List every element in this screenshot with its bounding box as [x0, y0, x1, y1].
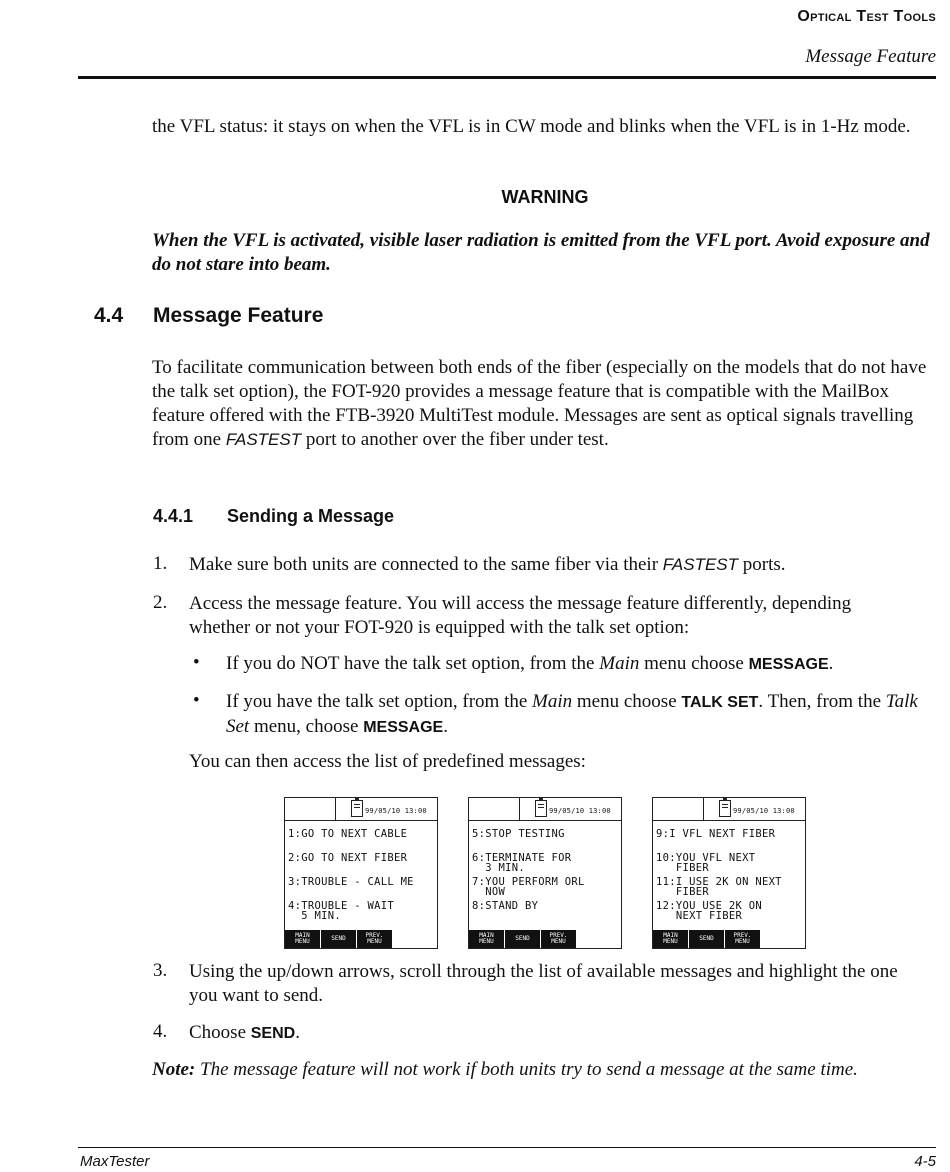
main-menu-softkey[interactable]: MAIN MENU [653, 930, 688, 948]
status-divider [703, 798, 704, 820]
header-rule [78, 76, 936, 79]
main-menu-softkey[interactable]: MAIN MENU [285, 930, 320, 948]
prev-menu-softkey[interactable]: PREV. MENU [357, 930, 392, 948]
main-menu-ref: Main [532, 691, 573, 712]
battery-icon [351, 800, 363, 817]
note [152, 1058, 912, 1082]
message-item[interactable]: 7:YOU PERFORM ORL NOW [472, 876, 585, 898]
footer-rule [78, 1147, 936, 1148]
battery-icon [535, 800, 547, 817]
predefined-intro: You can then access the list of predefined messages: [189, 751, 586, 772]
message-item[interactable]: 4:TROUBLE - WAIT 5 MIN. [288, 900, 394, 922]
device-screen-3 [652, 797, 806, 949]
step-4-b: . [295, 1022, 300, 1043]
footer-product: MaxTester [80, 1153, 150, 1170]
note-text: The message feature will not work if both units try to send a message at the same time. [195, 1059, 858, 1080]
fasttest-term: FASTEST [225, 430, 302, 449]
main-menu-ref: Main [599, 653, 640, 674]
running-header-section: Optical Test Tools [797, 8, 936, 25]
section-title: Message Feature [153, 304, 324, 327]
bullet-2-a: If you have the talk set option, from the [226, 691, 533, 712]
message-item[interactable]: 1:GO TO NEXT CABLE [288, 828, 408, 840]
message-item[interactable]: 11:I USE 2K ON NEXT FIBER [656, 876, 782, 898]
section-paragraph [152, 356, 942, 452]
step-1-text-a: Make sure both units are connected to the same fiber via their [189, 554, 663, 575]
message-item[interactable]: 10:YOU VFL NEXT FIBER [656, 852, 756, 874]
device-screen-1 [284, 797, 438, 949]
status-divider [335, 798, 336, 820]
screen-datetime: 99/05/10 13:00 [365, 807, 427, 815]
device-screen-2 [468, 797, 622, 949]
bullet-marker: • [193, 690, 200, 711]
section-paragraph-text-end: port to another over the fiber under test. [301, 429, 609, 450]
message-item[interactable]: 5:STOP TESTING [472, 828, 565, 840]
talk-set-keyword: TALK SET [681, 694, 759, 711]
step-4-text [189, 1021, 889, 1046]
bullet-1-a: If you do NOT have the talk set option, from the [226, 653, 600, 674]
softkey-bar [469, 930, 577, 948]
softkey-bar [285, 930, 393, 948]
battery-icon [719, 800, 731, 817]
bullet-marker: • [193, 652, 200, 673]
step-number: 3. [153, 960, 168, 981]
bullet-1-c: . [828, 653, 834, 674]
message-item[interactable]: 12:YOU USE 2K ON NEXT FIBER [656, 900, 762, 922]
step-2-text: Access the message feature. You will access the message feature differently, depending whether or not your FOT-920 is equipped with the talk set option: [189, 593, 852, 638]
screen-status-bar [653, 798, 805, 821]
bullet-2-text [226, 690, 926, 740]
message-item[interactable]: 9:I VFL NEXT FIBER [656, 828, 776, 840]
message-item[interactable]: 8:STAND BY [472, 900, 539, 912]
step-1-text-b: ports. [738, 554, 786, 575]
bullet-2-b: menu choose [572, 691, 682, 712]
send-softkey[interactable]: SEND [689, 930, 724, 948]
screen-datetime: 99/05/10 13:00 [549, 807, 611, 815]
warning-text: When the VFL is activated, visible laser radiation is emitted from the VFL port. Avoid exposure and do not stare into beam. [152, 230, 930, 275]
message-keyword: MESSAGE [363, 719, 444, 736]
page-number: 4-5 [914, 1153, 936, 1170]
send-softkey[interactable]: SEND [321, 930, 356, 948]
bullet-2-e: . [443, 716, 448, 737]
step-number: 1. [153, 553, 168, 574]
message-keyword: MESSAGE [748, 656, 829, 673]
section-number: 4.4 [94, 304, 124, 327]
softkey-bar [653, 930, 761, 948]
talk-set-menu-ref: Talk Set [226, 691, 918, 737]
screen-status-bar [285, 798, 437, 821]
send-keyword: SEND [250, 1025, 296, 1042]
bullet-2-d: menu, choose [249, 716, 364, 737]
bullet-2-c: . Then, from the [758, 691, 886, 712]
subsection-title: Sending a Message [227, 506, 395, 526]
status-divider [519, 798, 520, 820]
note-label: Note: [152, 1059, 196, 1080]
prev-menu-softkey[interactable]: PREV. MENU [541, 930, 576, 948]
step-4-a: Choose [189, 1022, 251, 1043]
running-header-subsection: Message Feature [805, 46, 936, 67]
message-item[interactable]: 6:TERMINATE FOR 3 MIN. [472, 852, 572, 874]
screen-datetime: 99/05/10 13:00 [733, 807, 795, 815]
step-number: 4. [153, 1021, 168, 1042]
bullet-1-b: menu choose [639, 653, 749, 674]
step-number: 2. [153, 592, 168, 613]
step-3-text: Using the up/down arrows, scroll through the list of available messages and highlight the one you want to send. [189, 961, 898, 1006]
send-softkey[interactable]: SEND [505, 930, 540, 948]
intro-paragraph: the VFL status: it stays on when the VFL is in CW mode and blinks when the VFL is in 1-Hz mode. [152, 116, 911, 137]
fasttest-term: FASTEST [662, 555, 739, 574]
section-paragraph-text: To facilitate communication between both ends of the fiber (especially on the models that do not have the talk set option), the FOT-920 provides a message feature that is compatible with the MailBox feature offered with the FTB-3920 MultiTest module. Messages are sent as optical signals travelling from one [152, 357, 927, 450]
bullet-1-text [226, 652, 942, 677]
warning-title: WARNING [501, 187, 589, 207]
subsection-number: 4.4.1 [153, 506, 194, 526]
message-item[interactable]: 3:TROUBLE - CALL ME [288, 876, 414, 888]
main-menu-softkey[interactable]: MAIN MENU [469, 930, 504, 948]
screen-status-bar [469, 798, 621, 821]
prev-menu-softkey[interactable]: PREV. MENU [725, 930, 760, 948]
message-item[interactable]: 2:GO TO NEXT FIBER [288, 852, 408, 864]
step-1-text [189, 553, 939, 577]
